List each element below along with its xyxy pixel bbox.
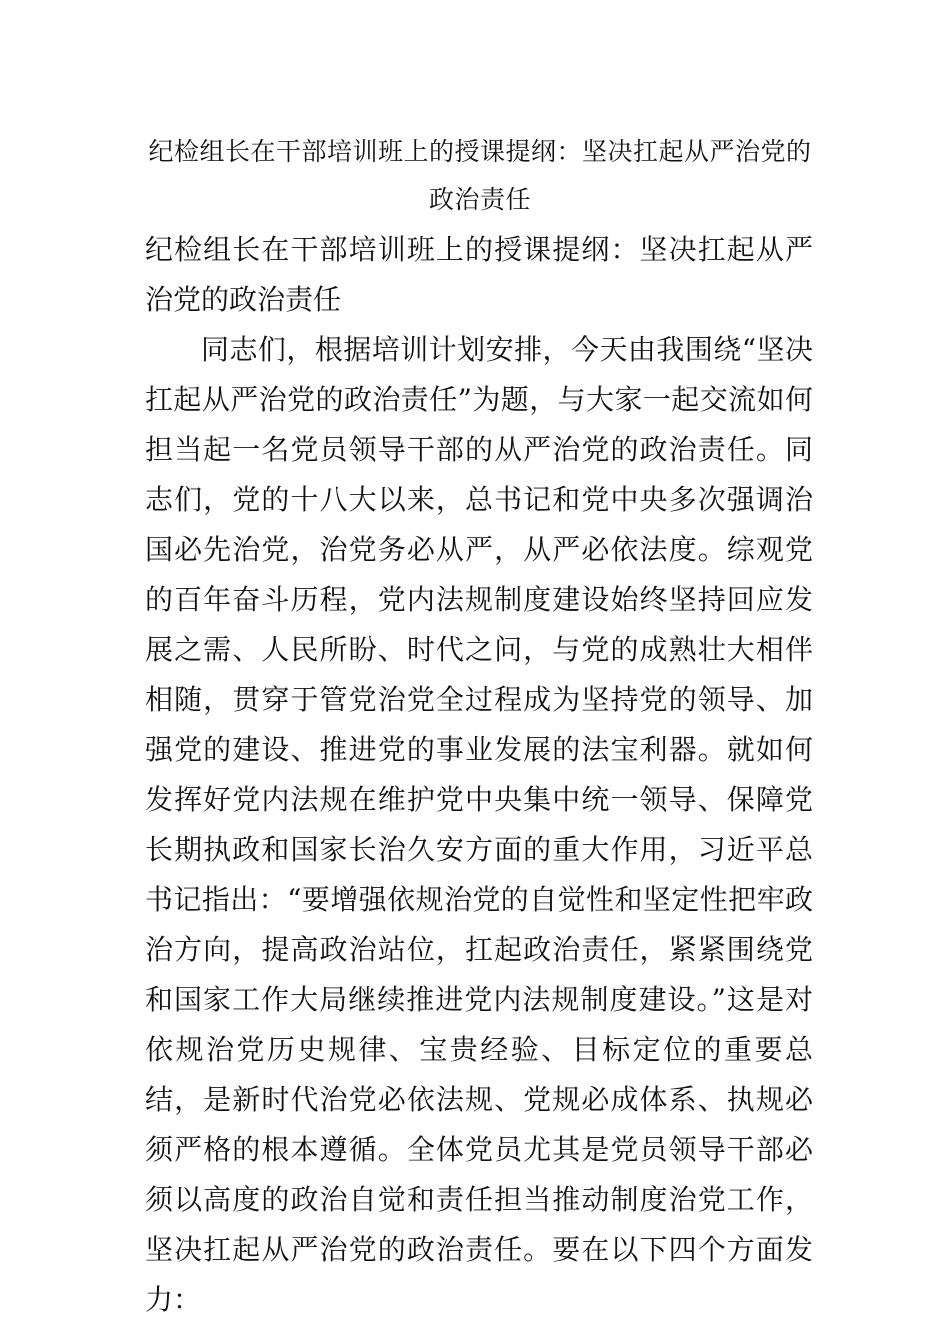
subtitle-repeat: 纪检组长在干部培训班上的授课提纲：坚决扛起从严治党的政治责任 (145, 233, 813, 316)
document-body (145, 225, 813, 1325)
body-paragraph: 同志们，根据培训计划安排，今天由我围绕“坚决扛起从严治党的政治责任”为题，与大家一起交流如何担当起一名党员领导干部的从严治党的政治责任。同志们，党的十八大以来，总书记和党中央多次强调治国必先治党，治党务必从严，从严必依法度。综观党的百年奋斗历程，党内法规制度建设始终坚持回应发展之需、人民所盼、时代之问，与党的成熟壮大相伴相随，贯穿于管党治党全过程成为坚持党的领导、加强党的建设、推进党的事业发展的法宝利器。就如何发挥好党内法规在维护党中央集中统一领导、保障党长期执政和国家长治久安方面的重大作用，习近平总书记指出：“要增强依规治党的自觉性和坚定性把牢政治方向，提高政治站位，扛起政治责任，紧紧围绕党和国家工作大局继续推进党内法规制度建设。”这是对依规治党历史规律、宝贵经验、目标定位的重要总结，是新时代治党必依法规、党规必成体系、执规必须严格的根本遵循。全体党员尤其是党员领导干部必须以高度的政治自觉和责任担当推动制度治党工作，坚决扛起从严治党的政治责任。要在以下四个方面发力： (145, 333, 813, 1316)
document-title: 纪检组长在干部培训班上的授课提纲：坚决扛起从严治党的政治责任 (148, 137, 812, 214)
